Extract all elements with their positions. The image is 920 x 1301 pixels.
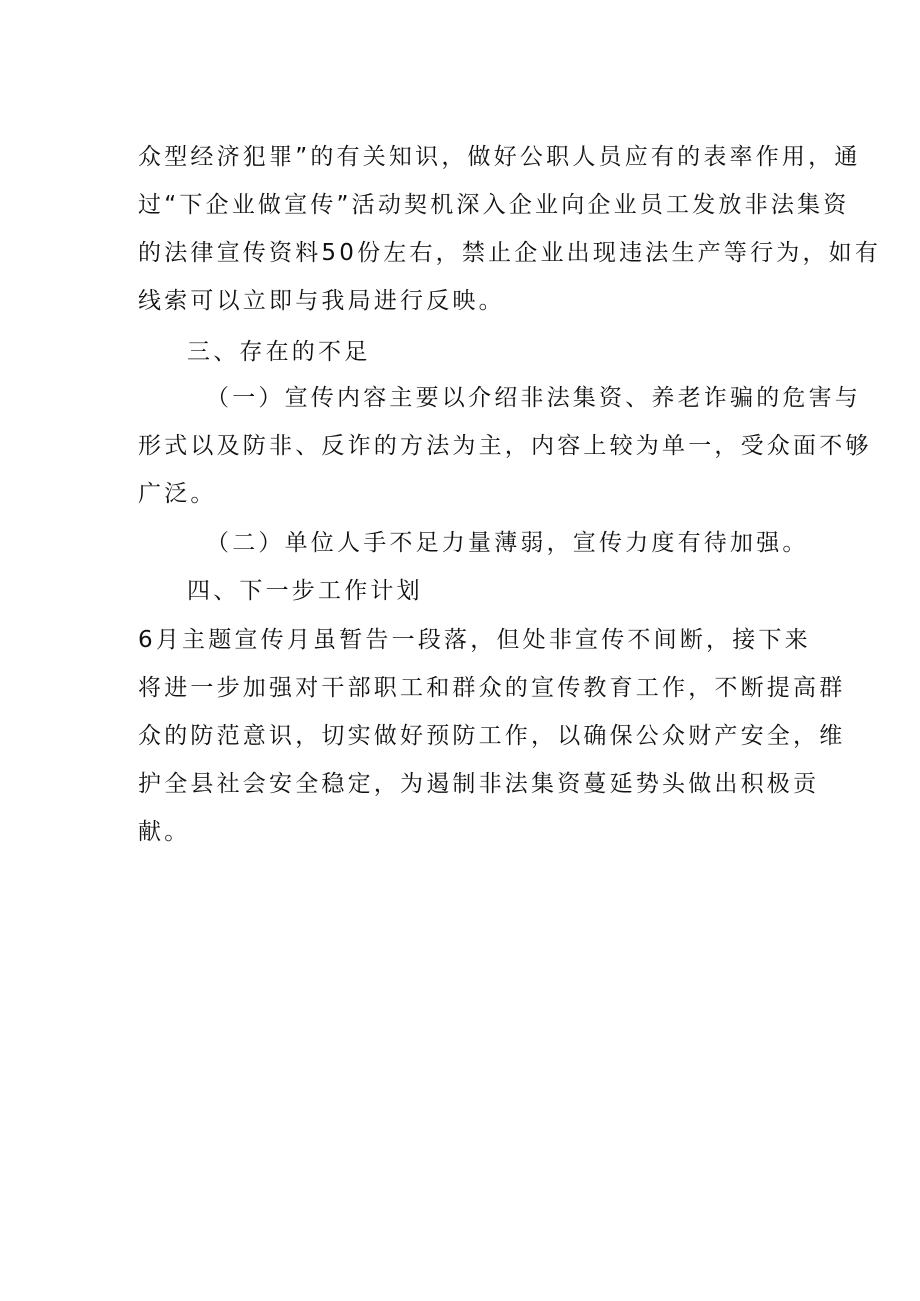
section-heading: 三、存在的不足: [187, 339, 371, 365]
body-text-line: 将进一步加强对干部职工和群众的宣传教育工作，不断提高群: [138, 675, 846, 701]
body-text-line: 众的防范意识，切实做好预防工作，以确保公众财产安全，维: [138, 723, 846, 749]
body-text-line: 线索可以立即与我局进行反映。: [138, 288, 505, 314]
body-text-line: （二）单位人手不足力量薄弱，宣传力度有待加强。: [206, 530, 809, 556]
body-text-line: （一）宣传内容主要以介绍非法集资、养老诈骗的危害与: [206, 385, 861, 411]
body-text-line: 广泛。: [138, 481, 217, 507]
body-text-line: 的法律宣传资料50份左右，禁止企业出现违法生产等行为，如有: [138, 240, 882, 266]
body-text-line: 众型经济犯罪”的有关知识，做好公职人员应有的表率作用，通: [138, 144, 861, 170]
body-text-line: 6月主题宣传月虽暂告一段落，但处非宣传不间断，接下来: [138, 627, 811, 653]
body-text-line: 过“下企业做宣传”活动契机深入企业向企业员工发放非法集资: [138, 192, 850, 218]
body-text-line: 形式以及防非、反诈的方法为主，内容上较为单一，受众面不够: [138, 433, 872, 459]
section-heading: 四、下一步工作计划: [187, 578, 423, 604]
body-text-line: 护全县社会安全稳定，为遏制非法集资蔓延势头做出积极贡: [138, 771, 820, 797]
body-text-line: 献。: [138, 819, 191, 845]
